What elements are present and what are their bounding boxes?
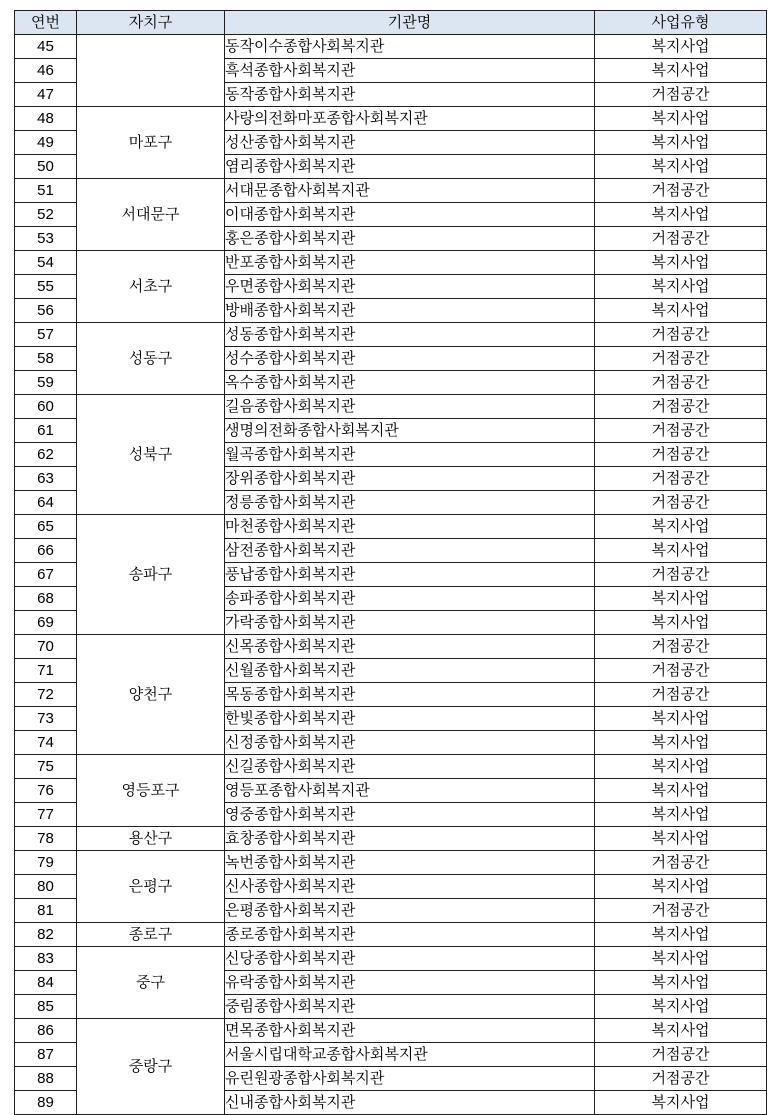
- cell-no: 72: [15, 683, 77, 707]
- table-header: [15, 11, 767, 35]
- welfare-center-table: [14, 10, 767, 1115]
- institution-name: 정릉종합사회복지관: [225, 494, 356, 511]
- cell-institution: [225, 755, 595, 779]
- cell-project-type: 복지사업: [595, 1091, 767, 1115]
- table-row: [15, 1019, 767, 1043]
- cell-no: 63: [15, 467, 77, 491]
- institution-name: 삼전종합사회복지관: [225, 542, 356, 559]
- cell-no: 65: [15, 515, 77, 539]
- institution-name: 월곡종합사회복지관: [225, 446, 356, 463]
- institution-name: 신사종합사회복지관: [225, 878, 356, 895]
- cell-no: 50: [15, 155, 77, 179]
- cell-project-type: 복지사업: [595, 35, 767, 59]
- table-header-row: [15, 11, 767, 35]
- cell-institution: [225, 347, 595, 371]
- cell-institution: [225, 323, 595, 347]
- cell-no: 73: [15, 707, 77, 731]
- cell-no: 86: [15, 1019, 77, 1043]
- cell-project-type: 복지사업: [595, 539, 767, 563]
- institution-name: 신길종합사회복지관: [225, 758, 356, 775]
- cell-project-type: 거점공간: [595, 443, 767, 467]
- cell-institution: [225, 851, 595, 875]
- cell-no: 67: [15, 563, 77, 587]
- cell-institution: [225, 179, 595, 203]
- cell-project-type: 복지사업: [595, 875, 767, 899]
- cell-district: 서초구: [77, 251, 225, 323]
- cell-project-type: 복지사업: [595, 731, 767, 755]
- cell-no: 46: [15, 59, 77, 83]
- cell-district: 은평구: [77, 851, 225, 923]
- cell-project-type: 거점공간: [595, 683, 767, 707]
- institution-name: 성산종합사회복지관: [225, 134, 356, 151]
- cell-institution: [225, 707, 595, 731]
- cell-project-type: 거점공간: [595, 659, 767, 683]
- cell-no: 64: [15, 491, 77, 515]
- institution-name: 종로종합사회복지관: [225, 926, 356, 943]
- table-row: [15, 35, 767, 59]
- table-body: [15, 35, 767, 1115]
- cell-project-type: 복지사업: [595, 515, 767, 539]
- cell-project-type: 거점공간: [595, 491, 767, 515]
- cell-project-type: 복지사업: [595, 995, 767, 1019]
- cell-project-type: 복지사업: [595, 707, 767, 731]
- cell-project-type: 거점공간: [595, 83, 767, 107]
- cell-project-type: 거점공간: [595, 227, 767, 251]
- cell-project-type: 거점공간: [595, 419, 767, 443]
- cell-institution: [225, 395, 595, 419]
- institution-name: 효창종합사회복지관: [225, 830, 356, 847]
- cell-no: 52: [15, 203, 77, 227]
- institution-name: 옥수종합사회복지관: [225, 374, 356, 391]
- institution-name: 녹번종합사회복지관: [225, 854, 356, 871]
- cell-institution: [225, 467, 595, 491]
- cell-no: 83: [15, 947, 77, 971]
- table-row: [15, 251, 767, 275]
- cell-institution: [225, 371, 595, 395]
- cell-institution: [225, 35, 595, 59]
- cell-district: 중랑구: [77, 1019, 225, 1115]
- cell-no: 54: [15, 251, 77, 275]
- cell-district: 서대문구: [77, 179, 225, 251]
- table-row: [15, 179, 767, 203]
- cell-no: 55: [15, 275, 77, 299]
- cell-institution: [225, 491, 595, 515]
- cell-no: 75: [15, 755, 77, 779]
- cell-institution: [225, 995, 595, 1019]
- institution-name: 신당종합사회복지관: [225, 950, 356, 967]
- cell-no: 60: [15, 395, 77, 419]
- cell-no: 79: [15, 851, 77, 875]
- cell-project-type: 거점공간: [595, 323, 767, 347]
- cell-project-type: 거점공간: [595, 395, 767, 419]
- cell-institution: [225, 299, 595, 323]
- institution-name: 송파종합사회복지관: [225, 590, 356, 607]
- cell-project-type: 복지사업: [595, 275, 767, 299]
- cell-institution: [225, 827, 595, 851]
- cell-institution: [225, 611, 595, 635]
- cell-no: 85: [15, 995, 77, 1019]
- institution-name: 반포종합사회복지관: [225, 254, 356, 271]
- cell-project-type: 복지사업: [595, 947, 767, 971]
- cell-project-type: 복지사업: [595, 251, 767, 275]
- cell-district: 양천구: [77, 635, 225, 755]
- cell-institution: [225, 155, 595, 179]
- cell-no: 80: [15, 875, 77, 899]
- cell-project-type: 복지사업: [595, 923, 767, 947]
- cell-project-type: 복지사업: [595, 59, 767, 83]
- institution-name: 풍납종합사회복지관: [225, 566, 356, 583]
- cell-no: 49: [15, 131, 77, 155]
- cell-district: [77, 35, 225, 107]
- table-row: [15, 635, 767, 659]
- institution-name: 서대문종합사회복지관: [225, 182, 370, 199]
- cell-project-type: 복지사업: [595, 827, 767, 851]
- cell-project-type: 복지사업: [595, 1019, 767, 1043]
- cell-no: 89: [15, 1091, 77, 1115]
- cell-project-type: 거점공간: [595, 467, 767, 491]
- column-header-institution: 기관명: [225, 11, 595, 35]
- institution-name: 흑석종합사회복지관: [225, 62, 356, 79]
- cell-institution: [225, 659, 595, 683]
- institution-name: 신월종합사회복지관: [225, 662, 356, 679]
- cell-project-type: 복지사업: [595, 107, 767, 131]
- cell-no: 66: [15, 539, 77, 563]
- institution-name: 한빛종합사회복지관: [225, 710, 356, 727]
- cell-no: 78: [15, 827, 77, 851]
- cell-district: 성동구: [77, 323, 225, 395]
- cell-no: 77: [15, 803, 77, 827]
- institution-name: 영등포종합사회복지관: [225, 782, 370, 799]
- cell-institution: [225, 1091, 595, 1115]
- institution-name: 성수종합사회복지관: [225, 350, 356, 367]
- cell-institution: [225, 1067, 595, 1091]
- cell-institution: [225, 275, 595, 299]
- cell-no: 82: [15, 923, 77, 947]
- cell-institution: [225, 779, 595, 803]
- cell-project-type: 거점공간: [595, 1067, 767, 1091]
- cell-institution: [225, 107, 595, 131]
- cell-project-type: 복지사업: [595, 803, 767, 827]
- cell-institution: [225, 635, 595, 659]
- table-row: [15, 107, 767, 131]
- institution-name: 면목종합사회복지관: [225, 1022, 356, 1039]
- institution-name: 이대종합사회복지관: [225, 206, 356, 223]
- table-row: [15, 851, 767, 875]
- institution-name: 동작이수종합사회복지관: [225, 38, 385, 55]
- cell-institution: [225, 947, 595, 971]
- institution-name: 중림종합사회복지관: [225, 998, 356, 1015]
- cell-district: 용산구: [77, 827, 225, 851]
- institution-name: 홍은종합사회복지관: [225, 230, 356, 247]
- cell-institution: [225, 923, 595, 947]
- cell-institution: [225, 1019, 595, 1043]
- cell-no: 84: [15, 971, 77, 995]
- cell-institution: [225, 587, 595, 611]
- cell-district: 종로구: [77, 923, 225, 947]
- institution-name: 서울시립대학교종합사회복지관: [225, 1046, 428, 1063]
- cell-project-type: 복지사업: [595, 971, 767, 995]
- cell-institution: [225, 683, 595, 707]
- cell-institution: [225, 539, 595, 563]
- cell-institution: [225, 563, 595, 587]
- table-row: [15, 923, 767, 947]
- cell-no: 45: [15, 35, 77, 59]
- institution-name: 장위종합사회복지관: [225, 470, 356, 487]
- cell-institution: [225, 59, 595, 83]
- cell-project-type: 거점공간: [595, 347, 767, 371]
- cell-district: 성북구: [77, 395, 225, 515]
- cell-no: 59: [15, 371, 77, 395]
- cell-institution: [225, 83, 595, 107]
- cell-no: 70: [15, 635, 77, 659]
- table-row: [15, 395, 767, 419]
- cell-no: 58: [15, 347, 77, 371]
- column-header-no: 연번: [15, 11, 77, 35]
- cell-institution: [225, 419, 595, 443]
- cell-district: 송파구: [77, 515, 225, 635]
- cell-no: 87: [15, 1043, 77, 1067]
- institution-name: 성동종합사회복지관: [225, 326, 356, 343]
- cell-no: 53: [15, 227, 77, 251]
- cell-institution: [225, 515, 595, 539]
- institution-name: 영중종합사회복지관: [225, 806, 356, 823]
- cell-project-type: 복지사업: [595, 203, 767, 227]
- cell-project-type: 거점공간: [595, 563, 767, 587]
- cell-no: 68: [15, 587, 77, 611]
- institution-name: 가락종합사회복지관: [225, 614, 356, 631]
- cell-project-type: 복지사업: [595, 155, 767, 179]
- cell-institution: [225, 731, 595, 755]
- institution-name: 마천종합사회복지관: [225, 518, 356, 535]
- cell-institution: [225, 251, 595, 275]
- cell-project-type: 복지사업: [595, 755, 767, 779]
- cell-project-type: 복지사업: [595, 779, 767, 803]
- cell-project-type: 복지사업: [595, 611, 767, 635]
- cell-project-type: 거점공간: [595, 179, 767, 203]
- cell-no: 81: [15, 899, 77, 923]
- cell-project-type: 거점공간: [595, 1043, 767, 1067]
- cell-no: 47: [15, 83, 77, 107]
- cell-no: 56: [15, 299, 77, 323]
- institution-name: 신목종합사회복지관: [225, 638, 356, 655]
- institution-name: 유락종합사회복지관: [225, 974, 356, 991]
- institution-name: 사랑의전화마포종합사회복지관: [225, 110, 428, 127]
- table-row: [15, 947, 767, 971]
- cell-institution: [225, 971, 595, 995]
- institution-name: 생명의전화종합사회복지관: [225, 422, 399, 439]
- institution-name: 방배종합사회복지관: [225, 302, 356, 319]
- cell-project-type: 거점공간: [595, 851, 767, 875]
- institution-name: 유린원광종합사회복지관: [225, 1070, 385, 1087]
- table-row: [15, 515, 767, 539]
- cell-project-type: 거점공간: [595, 371, 767, 395]
- institution-name: 은평종합사회복지관: [225, 902, 356, 919]
- cell-no: 71: [15, 659, 77, 683]
- cell-institution: [225, 875, 595, 899]
- table-row: [15, 755, 767, 779]
- cell-project-type: 거점공간: [595, 899, 767, 923]
- cell-project-type: 거점공간: [595, 635, 767, 659]
- institution-name: 신내종합사회복지관: [225, 1094, 356, 1111]
- cell-no: 69: [15, 611, 77, 635]
- column-header-project-type: 사업유형: [595, 11, 767, 35]
- cell-no: 76: [15, 779, 77, 803]
- cell-no: 51: [15, 179, 77, 203]
- cell-institution: [225, 227, 595, 251]
- cell-institution: [225, 443, 595, 467]
- institution-name: 길음종합사회복지관: [225, 398, 356, 415]
- table-row: [15, 827, 767, 851]
- institution-name: 목동종합사회복지관: [225, 686, 356, 703]
- cell-district: 마포구: [77, 107, 225, 179]
- cell-district: 영등포구: [77, 755, 225, 827]
- cell-district: 중구: [77, 947, 225, 1019]
- cell-project-type: 복지사업: [595, 299, 767, 323]
- column-header-district: 자치구: [77, 11, 225, 35]
- table-row: [15, 323, 767, 347]
- cell-no: 62: [15, 443, 77, 467]
- cell-no: 57: [15, 323, 77, 347]
- cell-institution: [225, 803, 595, 827]
- institution-name: 우면종합사회복지관: [225, 278, 356, 295]
- cell-project-type: 복지사업: [595, 587, 767, 611]
- cell-project-type: 복지사업: [595, 131, 767, 155]
- cell-institution: [225, 131, 595, 155]
- cell-no: 48: [15, 107, 77, 131]
- institution-name: 신정종합사회복지관: [225, 734, 356, 751]
- cell-institution: [225, 203, 595, 227]
- cell-institution: [225, 899, 595, 923]
- cell-no: 74: [15, 731, 77, 755]
- cell-no: 61: [15, 419, 77, 443]
- institution-name: 염리종합사회복지관: [225, 158, 356, 175]
- institution-name: 동작종합사회복지관: [225, 86, 356, 103]
- cell-institution: [225, 1043, 595, 1067]
- cell-no: 88: [15, 1067, 77, 1091]
